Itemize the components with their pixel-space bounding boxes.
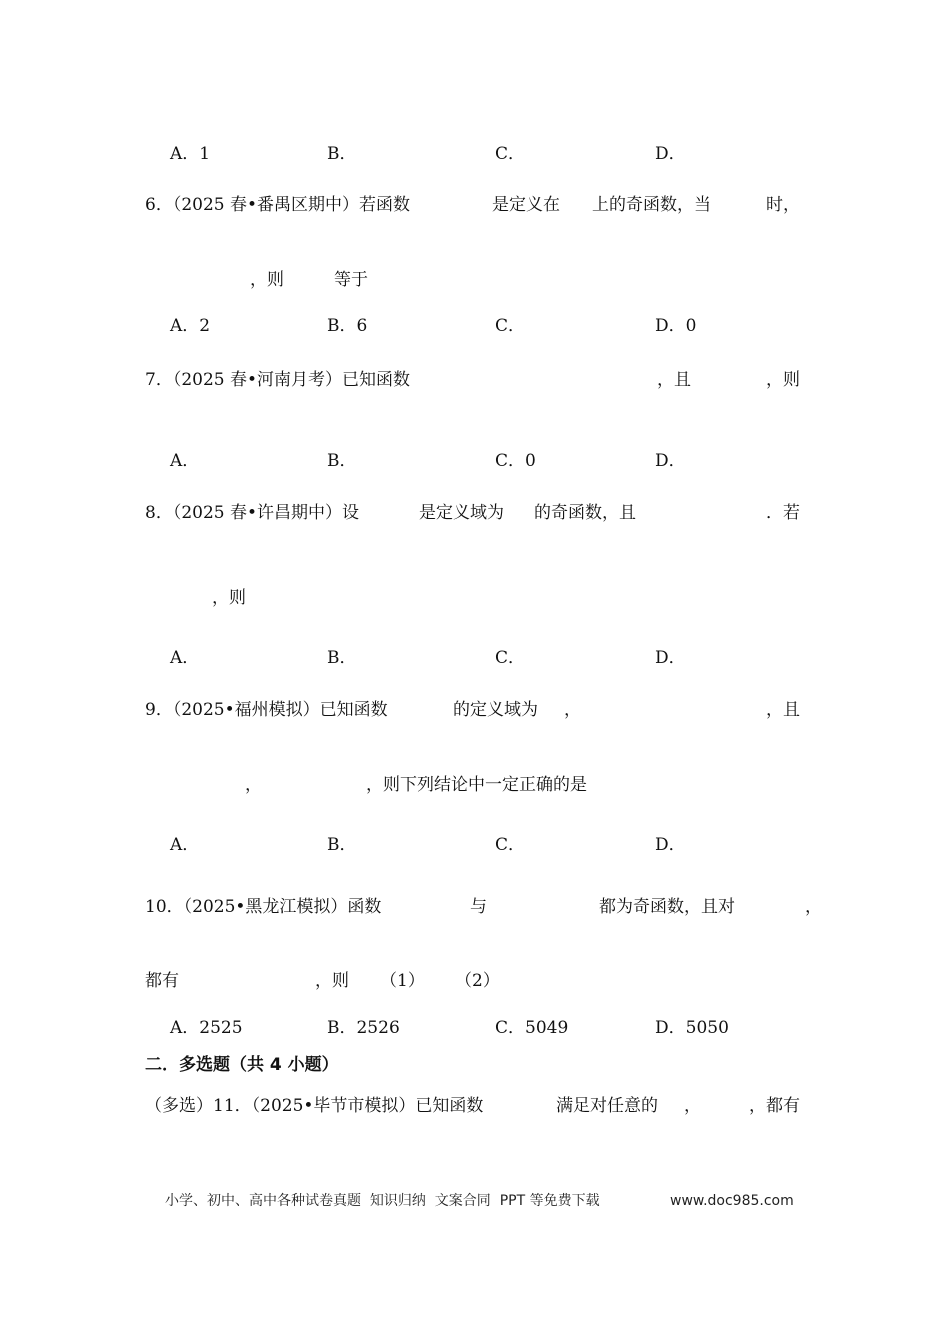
- q10-line2-part-2: ，则: [315, 971, 349, 991]
- q9-stem-part-1: 9．（2025•福州模拟）已知函数: [145, 700, 388, 720]
- q9-stem-part-2: 的定义域为: [453, 700, 538, 720]
- q5-option-b: B．: [327, 144, 357, 164]
- q7-option-a: A．: [170, 451, 200, 471]
- q7-option-c: C．0: [495, 451, 536, 471]
- q8-line2-part-1: ，则: [212, 588, 246, 608]
- q10-option-a: A．2525: [170, 1018, 243, 1038]
- q8-option-c: C．: [495, 648, 526, 668]
- q8-stem-part-3: 的奇函数，且: [534, 503, 636, 523]
- q8-stem-part-4: ．若: [766, 503, 800, 523]
- q8-option-b: B．: [327, 648, 357, 668]
- q6-stem-part-1: 6．（2025 春•番禺区期中）若函数: [145, 195, 411, 215]
- q10-option-c: C．5049: [495, 1018, 569, 1038]
- q9-line2-part-1: ，: [245, 775, 262, 795]
- q9-line2-part-2: ，则下列结论中一定正确的是: [366, 775, 587, 795]
- q7-stem-part-2: ，且: [657, 370, 691, 390]
- q11-stem-part-1: （多选）11．（2025•毕节市模拟）已知函数: [145, 1096, 484, 1116]
- section-2-title: 二．多选题（共 4 小题）: [145, 1055, 339, 1075]
- q8-stem-part-1: 8．（2025 春•许昌期中）设: [145, 503, 360, 523]
- q9-stem-part-4: ，且: [766, 700, 800, 720]
- q5-option-d: D．: [655, 144, 686, 164]
- q5-option-c: C．: [495, 144, 526, 164]
- q6-line2-part-1: ，则: [250, 270, 284, 290]
- q6-option-c: C．: [495, 316, 526, 336]
- q10-line2-part-3: （1）: [380, 971, 425, 991]
- footer-url[interactable]: www.doc985.com: [670, 1193, 794, 1209]
- q10-stem-part-2: 与: [470, 897, 487, 917]
- q8-stem-part-2: 是定义域为: [419, 503, 504, 523]
- q7-option-b: B．: [327, 451, 357, 471]
- q9-option-a: A．: [170, 835, 200, 855]
- q10-stem-part-4: ，: [805, 897, 822, 917]
- q10-line2-part-1: 都有: [145, 971, 179, 991]
- q6-line2-part-2: 等于: [334, 270, 368, 290]
- q9-option-c: C．: [495, 835, 526, 855]
- q10-stem-part-3: 都为奇函数，且对: [599, 897, 735, 917]
- footer-text: 小学、初中、高中各种试卷真题 知识归纳 文案合同 PPT 等免费下载: [165, 1193, 600, 1209]
- q11-stem-part-3: ，: [684, 1096, 701, 1116]
- q7-option-d: D．: [655, 451, 686, 471]
- q5-option-a: A．1: [170, 144, 211, 164]
- q10-line2-part-4: （2）: [455, 971, 500, 991]
- q6-option-d: D．0: [655, 316, 697, 336]
- q7-stem-part-1: 7．（2025 春•河南月考）已知函数: [145, 370, 411, 390]
- q6-stem-part-2: 是定义在: [492, 195, 560, 215]
- q11-stem-part-2: 满足对任意的: [556, 1096, 658, 1116]
- q8-option-a: A．: [170, 648, 200, 668]
- q9-option-d: D．: [655, 835, 686, 855]
- q9-option-b: B．: [327, 835, 357, 855]
- q10-stem-part-1: 10．（2025•黑龙江模拟）函数: [145, 897, 382, 917]
- q6-stem-part-4: 时，: [766, 195, 800, 215]
- q11-stem-part-4: ，都有: [749, 1096, 800, 1116]
- q10-option-d: D．5050: [655, 1018, 729, 1038]
- q6-option-b: B．6: [327, 316, 368, 336]
- q6-stem-part-3: 上的奇函数，当: [592, 195, 711, 215]
- q9-stem-part-3: ，: [564, 700, 581, 720]
- q10-option-b: B．2526: [327, 1018, 400, 1038]
- q7-stem-part-3: ，则: [766, 370, 800, 390]
- q6-option-a: A．2: [170, 316, 211, 336]
- q8-option-d: D．: [655, 648, 686, 668]
